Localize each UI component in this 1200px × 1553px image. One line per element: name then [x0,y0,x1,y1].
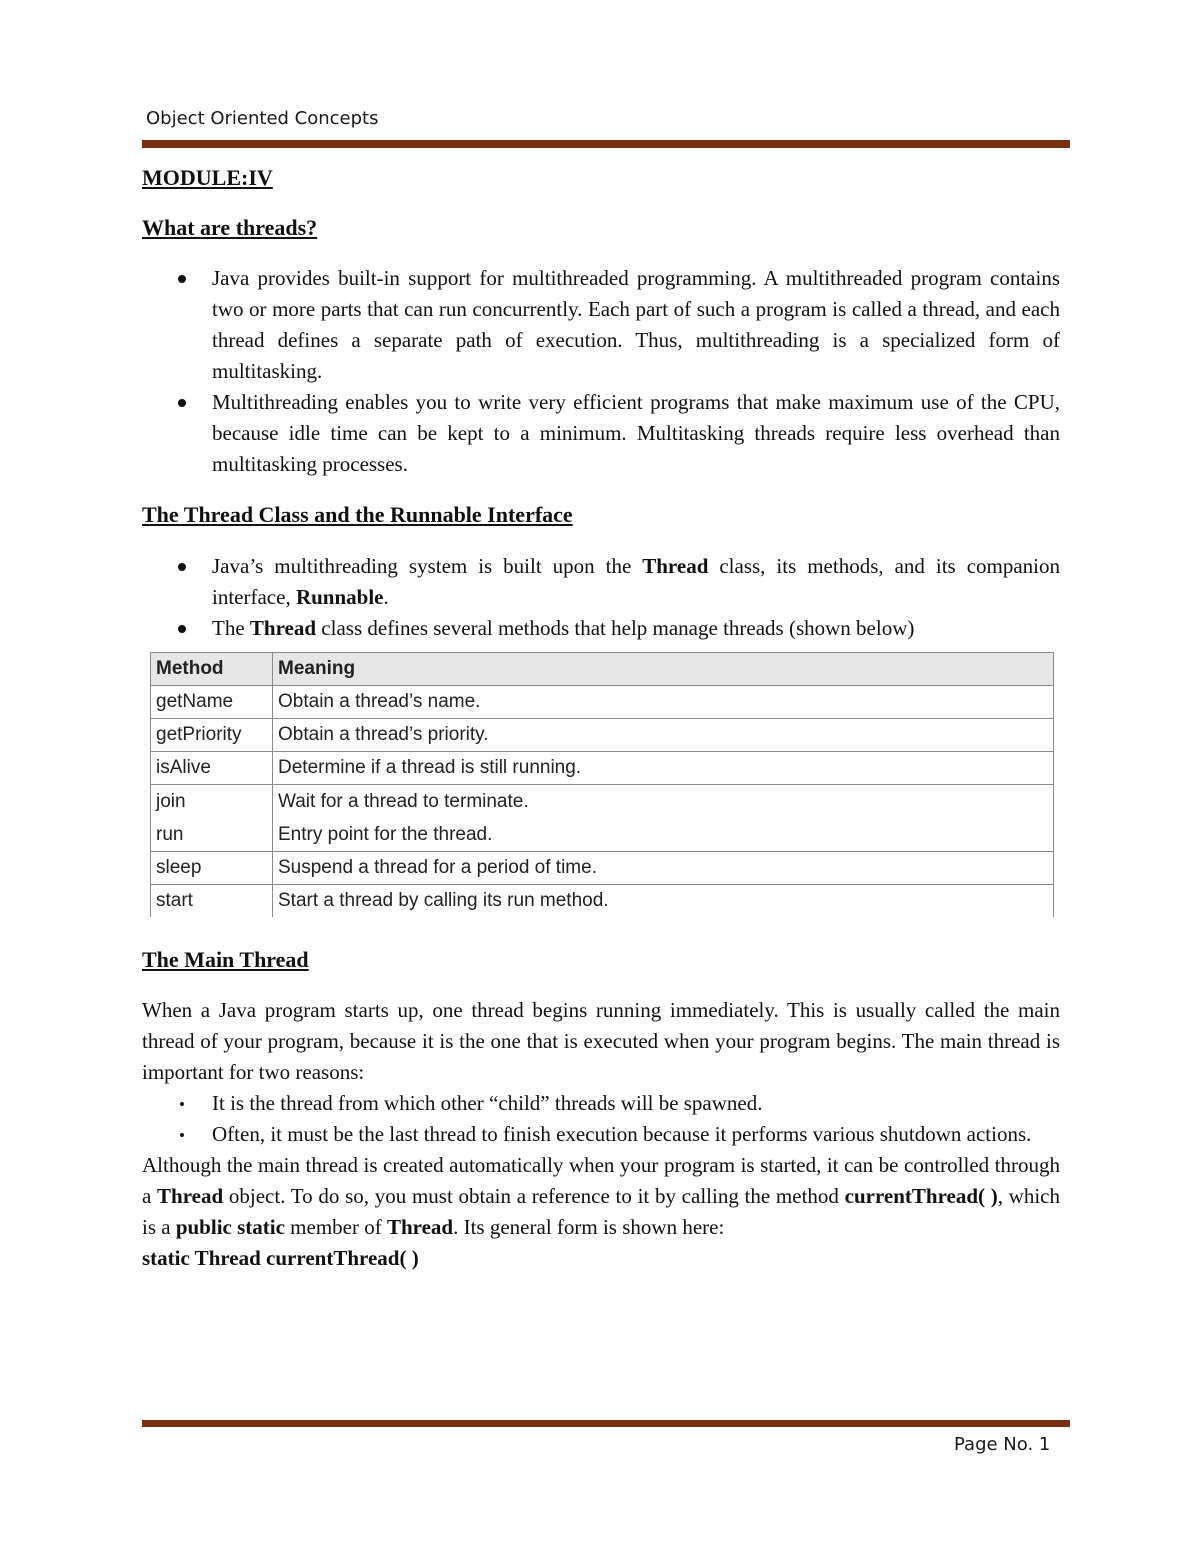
text: , which is a [142,1184,1061,1239]
table-row [151,686,1054,719]
bold-term: Thread [386,1215,454,1239]
text: class, its methods, and its companion interface, [212,554,1060,609]
main-thread-paragraph [142,1150,1060,1243]
bold-term: Thread [157,1184,224,1208]
table-row [151,885,1054,918]
method-cell: start [151,885,273,918]
meaning-cell: Determine if a thread is still running. [273,752,1054,785]
table-row [151,852,1054,885]
table-row [151,752,1054,785]
header-rule [142,140,1070,148]
meaning-join: Wait for a thread to terminate. [278,791,529,812]
main-thread-bullet-list [142,1088,1060,1150]
bold-term: currentThread( ) [844,1184,998,1208]
meaning-cell: Obtain a thread’s priority. [273,719,1054,752]
page-content [142,163,1060,1274]
meaning-cell: Obtain a thread’s name. [273,686,1054,719]
text: The [212,616,250,640]
method-cell: getPriority [151,719,273,752]
list-item: Java provides built-in support for multithreaded programming. A multithreaded program contains two or more parts that can run concurrently. Each part of such a program is called a thread, and each thread defines a separate path of execution. Thus, multithreading is a specialized form of multitasking. [142,263,1060,387]
module-title: MODULE:IV [142,165,273,190]
bold-term: Thread [249,616,317,640]
table-header-row [151,653,1054,686]
list-item [142,613,1060,644]
bold-term: Runnable [295,585,384,609]
text: Although the main thread is created automatically when your program is started, it can be controlled through a [142,1153,1060,1208]
list-item: Multithreading enables you to write very efficient programs that make maximum use of the CPU, because idle time can be kept to a minimum. Multitasking threads require less overhead than multitasking processes. [142,387,1060,480]
meaning-cell [273,785,1054,852]
column-header-meaning: Meaning [273,653,1054,686]
page-number: Page No. 1 [954,1434,1051,1455]
method-cell: isAlive [151,752,273,785]
text: class defines several methods that help manage threads (shown below) [316,616,915,640]
list-item: It is the thread from which other “child” threads will be spawned. [142,1088,1060,1119]
bold-term: Thread [642,554,709,578]
main-thread-intro: When a Java program starts up, one thread begins running immediately. This is usually called the main thread of your program, because it is the one that is executed when your program begins. The main thread is important for two reasons: [142,998,1060,1084]
heading-what-are-threads: What are threads? [142,215,318,240]
list-item: Often, it must be the last thread to finish execution because it performs various shutdown actions. [142,1119,1060,1150]
meaning-cell: Suspend a thread for a period of time. [273,852,1054,885]
meaning-cell: Start a thread by calling its run method. [273,885,1054,918]
text: . [383,585,389,609]
thread-class-bullet-list [142,551,1060,644]
method-run: run [156,824,184,845]
method-cell [151,785,273,852]
meaning-run: Entry point for the thread. [278,824,493,845]
method-cell: sleep [151,852,273,885]
text: object. To do so, you must obtain a reference to it by calling the method [223,1184,845,1208]
bold-term: public static [175,1215,285,1239]
footer-rule [142,1420,1070,1427]
text: member of [284,1215,387,1239]
method-cell: getName [151,686,273,719]
thread-methods-table [150,652,1054,917]
code-signature: static Thread currentThread( ) [142,1246,419,1270]
threads-bullet-list [142,263,1060,480]
list-item [142,551,1060,613]
text: Java’s multithreading system is built upon the [212,554,643,578]
table-row [151,785,1054,852]
method-join: join [156,791,186,812]
text: . Its general form is shown here: [453,1215,725,1239]
heading-main-thread: The Main Thread [142,947,309,972]
table-row [151,719,1054,752]
heading-thread-class-runnable: The Thread Class and the Runnable Interface [142,502,573,527]
running-header-title: Object Oriented Concepts [146,108,379,129]
column-header-method: Method [151,653,273,686]
